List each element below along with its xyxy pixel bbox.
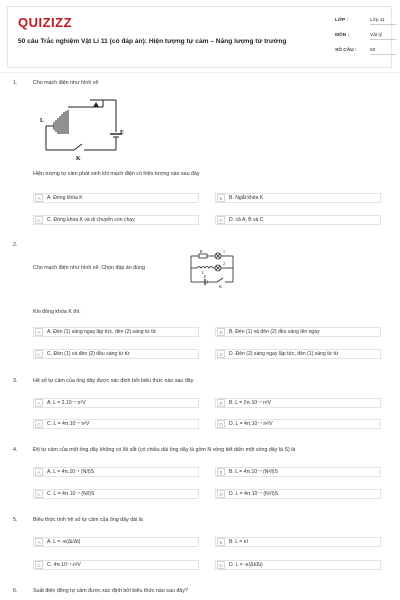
option-text: A. L = 4π.10⁻⁷ (N/l)S [47, 469, 95, 475]
meta-subject-label: MÔN : [335, 33, 350, 38]
question-subtext: Khi đóng khóa K thì: [33, 309, 81, 315]
option-text: A. L = -e(Δi/Δt) [47, 539, 81, 545]
meta-count-value: 50 [370, 48, 396, 55]
option-text: D. L = 4π.10⁻⁷ (N²/l)S [229, 491, 279, 497]
option-letter: B [217, 328, 225, 336]
q3-option-d[interactable] [215, 419, 381, 429]
option-letter: C [35, 350, 43, 358]
option-letter: A [35, 468, 43, 476]
option-letter: C [35, 216, 43, 224]
question-text: Suất điện động tự cảm được xác định bởi biểu thức nào sau đây? [33, 588, 188, 594]
option-letter: A [35, 194, 43, 202]
circuit-diagram-1 [38, 92, 128, 162]
option-text: A. Đóng khóa K [47, 195, 83, 201]
q2-option-c[interactable] [33, 349, 199, 359]
meta-grade-value: Lớp 11 [370, 18, 396, 25]
option-text: D. cả A, B và C [229, 217, 264, 223]
worksheet-header [7, 6, 392, 68]
quizizz-logo: QUIZIZZ [18, 15, 73, 30]
q5-option-a[interactable] [33, 537, 199, 547]
option-text: A. Đèn (1) sáng ngay lập tức, đèn (2) sáng từ từ [47, 329, 157, 335]
label-E: E [204, 274, 207, 279]
label-L: L [202, 270, 205, 275]
question-number: 5. [13, 517, 18, 523]
circuit-diagram-2 [187, 248, 237, 288]
option-text: B. Đèn (1) và đèn (2) đều sáng lên ngay [229, 329, 320, 335]
q5-option-c[interactable] [33, 560, 199, 570]
q2-option-d[interactable] [215, 349, 381, 359]
question-number: 2. [13, 242, 18, 248]
label-1: 1 [223, 249, 225, 254]
q5-option-b[interactable] [215, 537, 381, 547]
option-letter: D [217, 216, 225, 224]
label-K: K [76, 156, 81, 162]
q3-option-a[interactable] [33, 398, 199, 408]
question-text: Độ tự cảm của một ống dây không có lõi sắt (có chiều dài ống dây là gồm N vòng tiết diện một vòng dây là S) là [33, 447, 296, 453]
question-number: 1. [13, 80, 18, 86]
question-text: Biểu thức tính hệ số tự cảm của ống dây dài là [33, 517, 143, 523]
option-text: B. L = 2π.10⁻⁷ n²V [229, 400, 271, 406]
option-text: C. L = 4π.10⁻⁷ n²V [47, 421, 90, 427]
question-number: 3. [13, 378, 18, 384]
label-E: E [120, 130, 125, 136]
option-letter: A [35, 399, 43, 407]
q4-option-d[interactable] [215, 489, 381, 499]
label-2: 2 [223, 261, 225, 266]
question-text: Hệ số tự cảm của ống dây được xác định bởi biểu thức nào sau đây [33, 378, 194, 384]
option-text: D. L = -e(Δt/Δi) [229, 562, 263, 568]
q5-option-d[interactable] [215, 560, 381, 570]
option-letter: C [35, 561, 43, 569]
q2-option-a[interactable] [33, 327, 199, 337]
option-letter: B [217, 538, 225, 546]
option-text: B. L = 4π.10⁻⁷ (N²/l)S [229, 469, 278, 475]
option-text: D. Đèn (2) sáng ngay lập tức, đèn (1) sáng từ từ [229, 351, 339, 357]
option-letter: D [217, 420, 225, 428]
option-text: B. L = eI [229, 539, 248, 545]
label-K: K [219, 284, 222, 288]
header-divider [0, 72, 400, 73]
option-letter: C [35, 420, 43, 428]
q3-option-c[interactable] [33, 419, 199, 429]
question-subtext: Hiện tượng tự cảm phát sinh khi mạch điện có hiện tượng nào sau đây [33, 171, 200, 177]
q1-option-a[interactable] [33, 193, 199, 203]
question-number: 6. [13, 588, 18, 594]
label-R: R [200, 249, 203, 254]
option-letter: D [217, 490, 225, 498]
option-letter: A [35, 328, 43, 336]
option-text: C. 4π.10⁻⁷.n²V [47, 562, 81, 568]
question-text: Cho mạch điện như hình vẽ [33, 80, 99, 86]
q4-option-c[interactable] [33, 489, 199, 499]
q4-option-a[interactable] [33, 467, 199, 477]
q3-option-b[interactable] [215, 398, 381, 408]
question-text: Cho mạch điện như hình vẽ. Chọn đáp án đúng [33, 265, 145, 271]
meta-count-label: SỐ CÂU : [335, 48, 357, 53]
option-text: D. L = 4π.10⁻⁷ n²/V [229, 421, 273, 427]
option-letter: B [217, 194, 225, 202]
q4-option-b[interactable] [215, 467, 381, 477]
option-letter: B [217, 468, 225, 476]
option-text: C. L = 4π.10⁻⁷ (N/l)S [47, 491, 95, 497]
option-letter: D [217, 561, 225, 569]
q1-option-d[interactable] [215, 215, 381, 225]
q1-option-b[interactable] [215, 193, 381, 203]
meta-grade-label: LỚP : [335, 18, 349, 23]
option-letter: B [217, 399, 225, 407]
question-number: 4. [13, 447, 18, 453]
option-text: C. Đèn (1) và đèn (2) đều sáng từ từ [47, 351, 130, 357]
option-letter: A [35, 538, 43, 546]
option-letter: C [35, 490, 43, 498]
option-letter: D [217, 350, 225, 358]
q1-option-c[interactable] [33, 215, 199, 225]
option-text: A. L = 2.10⁻⁷ n²V [47, 400, 86, 406]
option-text: B. Ngắt khóa K [229, 195, 264, 201]
worksheet-title: 50 câu Trắc nghiệm Vật Lí 11 (có đáp án): Hiện tượng tự cảm – Năng lượng từ trường [18, 38, 287, 45]
q2-option-b[interactable] [215, 327, 381, 337]
option-text: C. Đóng khóa K và di chuyển con chạy [47, 217, 135, 223]
meta-subject-value: Vật lý [370, 33, 396, 40]
label-L: L [40, 118, 45, 124]
